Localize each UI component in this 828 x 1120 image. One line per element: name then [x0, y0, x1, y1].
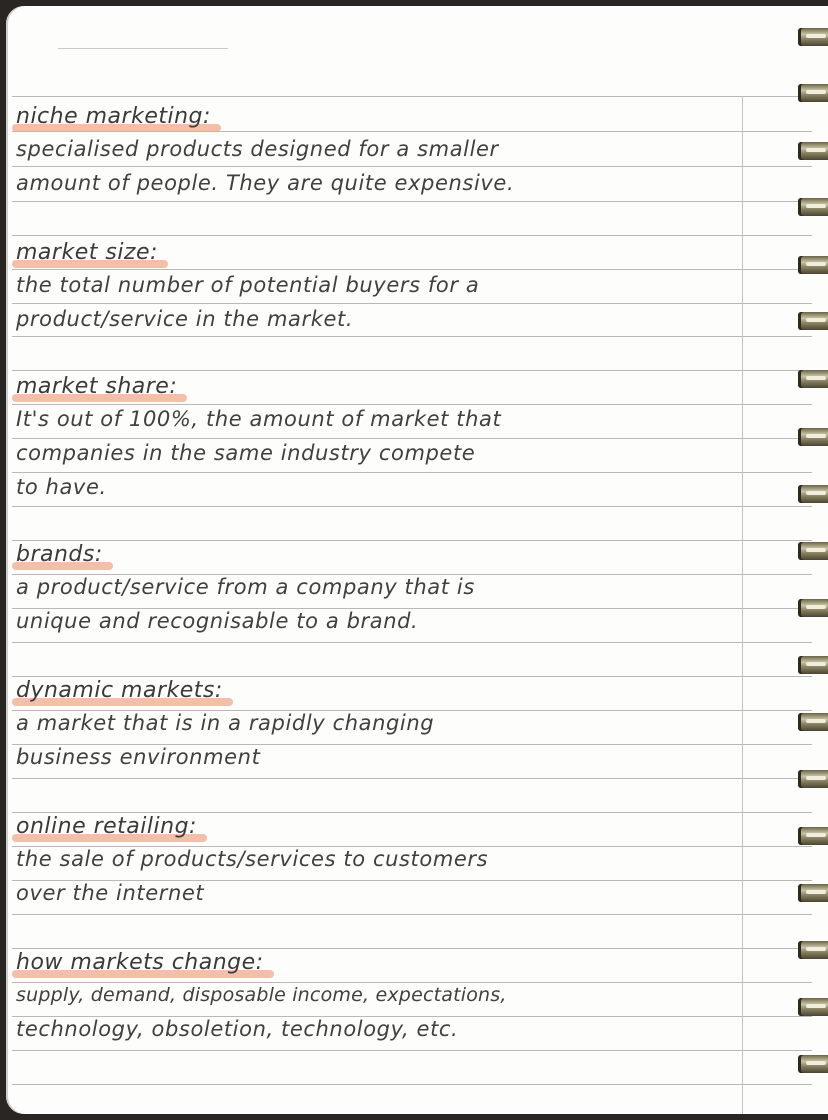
spiral-binding	[792, 0, 828, 1120]
note-entry	[16, 948, 736, 1046]
spiral-coil	[798, 599, 828, 617]
definition-line: amount of people. They are quite expensive.	[16, 171, 515, 195]
term-heading: brands:	[16, 540, 113, 570]
spiral-coil	[798, 713, 828, 731]
term-heading: niche marketing:	[16, 102, 221, 132]
definition-line: a market that is in a rapidly changing	[16, 711, 435, 735]
note-entry	[16, 540, 736, 638]
spiral-coil	[798, 142, 828, 160]
spiral-coil	[798, 827, 828, 845]
note-entry	[16, 238, 736, 336]
definition-line: the sale of products/services to customers	[16, 847, 489, 871]
spiral-coil	[798, 941, 828, 959]
definition-line: product/service in the market.	[16, 307, 354, 331]
note-entry	[16, 812, 736, 910]
spiral-coil	[798, 312, 828, 330]
note-entry	[16, 372, 736, 504]
spiral-coil	[798, 485, 828, 503]
definition-line: the total number of potential buyers for a	[16, 273, 480, 297]
definition-line: business environment	[16, 745, 261, 769]
term-heading: online retailing:	[16, 812, 207, 842]
term-heading: dynamic markets:	[16, 676, 233, 706]
definition-line: unique and recognisable to a brand.	[16, 609, 419, 633]
spiral-coil	[798, 256, 828, 274]
note-entry	[16, 676, 736, 774]
spiral-coil	[798, 370, 828, 388]
spiral-coil	[798, 770, 828, 788]
spiral-coil	[798, 1055, 828, 1073]
definition-line: a product/service from a company that is	[16, 575, 475, 599]
term-heading: how markets change:	[16, 948, 274, 978]
definition-line: supply, demand, disposable income, expectations,	[16, 984, 507, 1006]
definition-line: technology, obsoletion, technology, etc.	[16, 1017, 459, 1041]
definition-line: companies in the same industry compete	[16, 441, 476, 465]
term-heading: market size:	[16, 238, 168, 268]
spiral-coil	[798, 998, 828, 1016]
spiral-coil	[798, 542, 828, 560]
definition-line: over the internet	[16, 881, 205, 905]
definition-line: specialised products designed for a smaller	[16, 137, 499, 161]
definition-line: to have.	[16, 475, 107, 499]
term-heading: market share:	[16, 372, 187, 402]
spiral-coil	[798, 28, 828, 46]
spiral-coil	[798, 428, 828, 446]
spiral-coil	[798, 884, 828, 902]
spiral-coil	[798, 84, 828, 102]
spiral-coil	[798, 656, 828, 674]
note-entry	[16, 102, 736, 200]
margin-line	[742, 96, 743, 1114]
spiral-coil	[798, 198, 828, 216]
definition-line: It's out of 100%, the amount of market that	[16, 407, 502, 431]
